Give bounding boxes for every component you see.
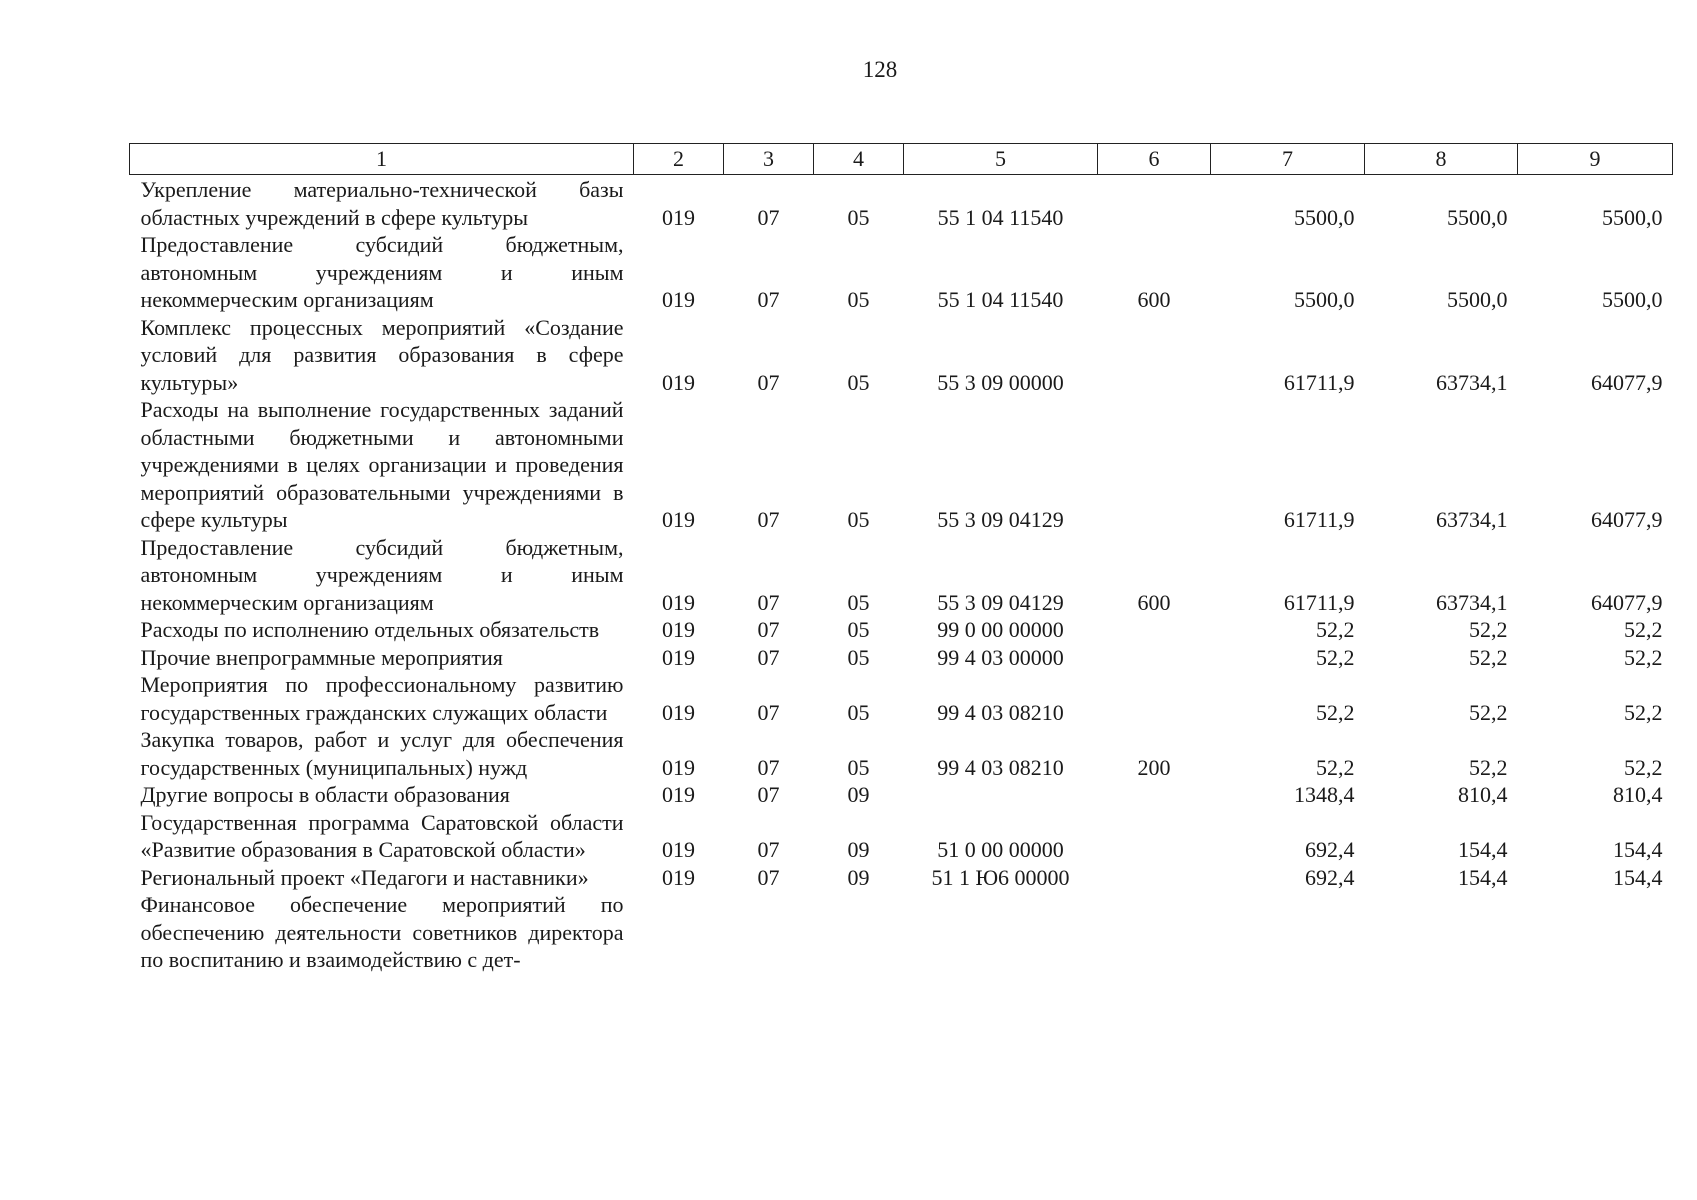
expense-type-code: [1098, 671, 1211, 726]
amount-col-9: 64077,9: [1591, 507, 1663, 532]
target-article-code: [904, 781, 1098, 809]
subsection-code: 05: [847, 507, 870, 532]
table-row: [130, 175, 1673, 232]
amount-col-8: 154,4: [1458, 837, 1508, 862]
subsection-code: 05: [847, 644, 870, 670]
section-code: 07: [757, 287, 780, 312]
target-article-code: 51 0 00 00000: [937, 837, 1064, 862]
section-code: 07: [757, 699, 780, 725]
row-description: Расходы по исполнению отдельных обязательств: [140, 617, 600, 642]
table-row: [130, 396, 1673, 534]
subsection-code: 05: [847, 204, 870, 230]
amount-col-7: 52,2: [1316, 644, 1355, 670]
column-header-5: 5: [904, 144, 1098, 175]
table-row: [130, 534, 1673, 617]
expense-type-code: [1098, 616, 1211, 644]
target-article-code: 55 3 09 00000: [937, 369, 1064, 395]
section-code: [724, 891, 814, 974]
row-description: Предоставление субсидий бюджетным, автономным учреждениям и иным некоммерческим организациям: [140, 534, 624, 615]
ministry-code: 019: [662, 754, 695, 780]
amount-col-8: 63734,1: [1436, 589, 1508, 615]
expense-type-code: [1098, 644, 1211, 672]
table-row: [130, 616, 1673, 644]
amount-col-7: 1348,4: [1294, 782, 1355, 807]
header-row: [130, 144, 1673, 175]
table-row: [130, 644, 1673, 672]
section-code: 07: [757, 782, 780, 807]
subsection-code: 05: [847, 287, 870, 312]
row-description: Государственная программа Саратовской области «Развитие образования в Саратовской области»: [140, 809, 624, 862]
table-row: [130, 726, 1673, 781]
target-article-code: 99 4 03 08210: [937, 754, 1064, 780]
column-header-4: 4: [814, 144, 904, 175]
subsection-code: 09: [847, 837, 870, 862]
table-row: [130, 864, 1673, 892]
ministry-code: 019: [662, 644, 695, 670]
table-row: [130, 231, 1673, 314]
amount-col-9: [1518, 891, 1673, 974]
amount-col-9: 52,2: [1624, 699, 1663, 725]
section-code: 07: [757, 369, 780, 395]
section-code: 07: [757, 837, 780, 862]
expense-type-code: [1098, 175, 1211, 232]
amount-col-9: 52,2: [1624, 754, 1663, 780]
expense-type-code: [1098, 396, 1211, 534]
subsection-code: 05: [847, 754, 870, 780]
amount-col-7: 5500,0: [1294, 204, 1355, 230]
subsection-code: 05: [847, 617, 870, 642]
amount-col-7: 692,4: [1305, 837, 1355, 862]
subsection-code: 09: [847, 782, 870, 807]
target-article-code: [904, 891, 1098, 974]
expense-type-code: 600: [1137, 287, 1171, 312]
section-code: 07: [757, 617, 780, 642]
amount-col-9: 52,2: [1624, 644, 1663, 670]
row-description: Закупка товаров, работ и услуг для обеспечения государственных (муниципальных) нужд: [140, 727, 624, 780]
target-article-code: 99 4 03 00000: [937, 644, 1064, 670]
amount-col-9: 154,4: [1613, 864, 1663, 890]
amount-col-9: 52,2: [1624, 617, 1663, 642]
amount-col-8: 63734,1: [1436, 369, 1508, 395]
row-description: Расходы на выполнение государственных заданий областными бюджетными и автономными учреждениями в целях организации и проведения мероприятий образовательными учреждениями в сфере культуры: [140, 397, 624, 532]
amount-col-9: 5500,0: [1602, 287, 1663, 312]
row-description: Укрепление материально-технической базы областных учреждений в сфере культуры: [140, 177, 624, 230]
row-description: Прочие внепрограммные мероприятия: [140, 644, 503, 670]
expense-type-code: [1098, 891, 1211, 974]
expense-type-code: [1098, 864, 1211, 892]
table-body: [130, 175, 1673, 974]
amount-col-7: 692,4: [1305, 864, 1355, 890]
amount-col-7: 61711,9: [1283, 369, 1355, 395]
ministry-code: 019: [662, 617, 695, 642]
amount-col-7: 52,2: [1316, 617, 1355, 642]
amount-col-8: 52,2: [1469, 617, 1508, 642]
ministry-code: 019: [662, 287, 695, 312]
ministry-code: 019: [662, 837, 695, 862]
amount-col-9: 154,4: [1613, 837, 1663, 862]
expense-type-code: 600: [1137, 589, 1171, 615]
ministry-code: 019: [662, 507, 695, 532]
amount-col-9: 5500,0: [1602, 204, 1663, 230]
table-row: [130, 671, 1673, 726]
budget-table: [129, 143, 1673, 974]
expense-type-code: [1098, 781, 1211, 809]
amount-col-8: 154,4: [1458, 864, 1508, 890]
target-article-code: 99 0 00 00000: [937, 617, 1064, 642]
ministry-code: 019: [662, 782, 695, 807]
section-code: 07: [757, 204, 780, 230]
section-code: 07: [757, 754, 780, 780]
column-header-2: 2: [634, 144, 724, 175]
target-article-code: 55 3 09 04129: [937, 589, 1064, 615]
table-row: [130, 809, 1673, 864]
section-code: 07: [757, 644, 780, 670]
subsection-code: [814, 891, 904, 974]
amount-col-8: 52,2: [1469, 754, 1508, 780]
row-description: Региональный проект «Педагоги и наставники»: [140, 864, 589, 890]
column-header-8: 8: [1365, 144, 1518, 175]
table-row: [130, 314, 1673, 397]
amount-col-7: 5500,0: [1294, 287, 1355, 312]
subsection-code: 05: [847, 589, 870, 615]
ministry-code: 019: [662, 699, 695, 725]
page-number: 128: [862, 57, 898, 82]
amount-col-8: 63734,1: [1436, 507, 1508, 532]
target-article-code: 99 4 03 08210: [937, 699, 1064, 725]
column-header-3: 3: [724, 144, 814, 175]
section-code: 07: [757, 507, 780, 532]
table-row: [130, 891, 1673, 974]
target-article-code: 51 1 Ю6 00000: [931, 864, 1070, 890]
amount-col-9: 64077,9: [1591, 589, 1663, 615]
ministry-code: 019: [662, 369, 695, 395]
section-code: 07: [757, 864, 780, 890]
amount-col-8: 5500,0: [1447, 287, 1508, 312]
amount-col-8: 52,2: [1469, 644, 1508, 670]
ministry-code: 019: [662, 589, 695, 615]
ministry-code: 019: [662, 864, 695, 890]
subsection-code: 05: [847, 369, 870, 395]
row-description: Мероприятия по профессиональному развитию государственных гражданских служащих области: [140, 672, 624, 725]
section-code: 07: [757, 589, 780, 615]
target-article-code: 55 3 09 04129: [937, 507, 1064, 532]
row-description: Другие вопросы в области образования: [140, 782, 510, 807]
table-row: [130, 781, 1673, 809]
subsection-code: 09: [847, 864, 870, 890]
amount-col-9: 64077,9: [1591, 369, 1663, 395]
amount-col-7: 61711,9: [1283, 507, 1355, 532]
column-header-6: 6: [1098, 144, 1211, 175]
row-description: Финансовое обеспечение мероприятий по обеспечению деятельности советников директора по воспитанию и взаимодействию с дет-: [140, 892, 624, 972]
amount-col-7: 61711,9: [1283, 589, 1355, 615]
subsection-code: 05: [847, 699, 870, 725]
row-description: Предоставление субсидий бюджетным, автономным учреждениям и иным некоммерческим организациям: [140, 232, 624, 312]
amount-col-8: [1365, 891, 1518, 974]
target-article-code: 55 1 04 11540: [937, 287, 1064, 312]
column-header-1: 1: [130, 144, 634, 175]
expense-type-code: [1098, 314, 1211, 397]
expense-type-code: [1098, 809, 1211, 864]
amount-col-8: 5500,0: [1447, 204, 1508, 230]
table-header: [130, 144, 1673, 175]
amount-col-8: 52,2: [1469, 699, 1508, 725]
amount-col-9: 810,4: [1613, 782, 1663, 807]
column-header-7: 7: [1211, 144, 1365, 175]
row-description: Комплекс процессных мероприятий «Создание условий для развития образования в сфере культуры»: [140, 314, 624, 395]
target-article-code: 55 1 04 11540: [937, 204, 1064, 230]
amount-col-7: 52,2: [1316, 699, 1355, 725]
expense-type-code: 200: [1137, 754, 1171, 780]
ministry-code: [634, 891, 724, 974]
ministry-code: 019: [662, 204, 695, 230]
column-header-9: 9: [1518, 144, 1673, 175]
amount-col-8: 810,4: [1458, 782, 1508, 807]
amount-col-7: 52,2: [1316, 754, 1355, 780]
amount-col-7: [1211, 891, 1365, 974]
